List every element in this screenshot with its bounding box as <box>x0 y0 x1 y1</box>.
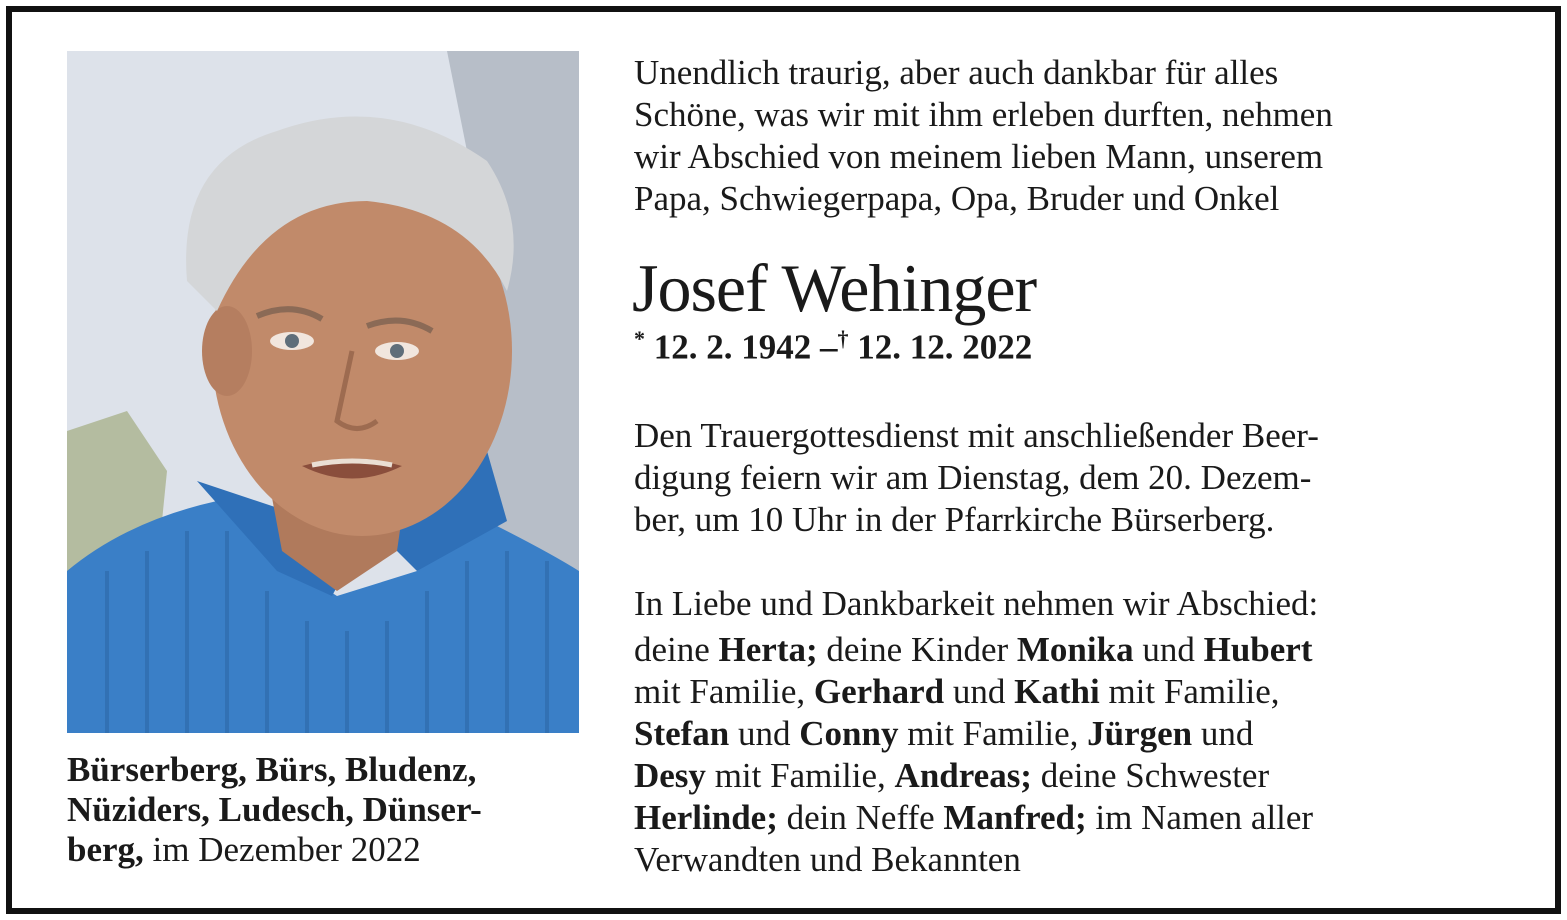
mourner-text: dein Neffe <box>777 798 944 837</box>
mourner-name: Kathi <box>1014 672 1100 711</box>
mourner-name: Manfred; <box>943 798 1087 837</box>
place-line-1: Bürserberg, Bürs, Bludenz, <box>67 750 477 789</box>
death-date: 12. 12. 2022 <box>857 327 1033 367</box>
mourner-text: und <box>1133 630 1204 669</box>
mourner-text: deine <box>634 630 719 669</box>
service-paragraph <box>634 415 1504 541</box>
mourners-line <box>634 755 1504 797</box>
service-line: digung feiern wir am Dienstag, dem 20. Dezem- <box>634 458 1312 497</box>
mourner-text: im Namen aller <box>1086 798 1314 837</box>
date-separator: – <box>820 327 838 367</box>
intro-line: Schöne, was wir mit ihm erleben durften, nehmen <box>634 95 1333 134</box>
intro-line: wir Abschied von meinem lieben Mann, unserem <box>634 137 1324 176</box>
mourners-line <box>634 839 1504 881</box>
mourner-name: Herlinde; <box>634 798 778 837</box>
mourner-name: Conny <box>799 714 899 753</box>
mourner-name: Desy <box>634 756 706 795</box>
place-line-2: Nüziders, Ludesch, Dünser- <box>67 790 482 829</box>
intro-line: Papa, Schwiegerpapa, Opa, Bruder und Onkel <box>634 179 1280 218</box>
birth-date: 12. 2. 1942 <box>653 327 812 367</box>
mourners-line <box>634 713 1504 755</box>
mourner-text: und <box>1192 714 1254 753</box>
place-line-3-bold: berg, <box>67 830 144 869</box>
place-line <box>67 750 587 870</box>
mourner-name: Monika <box>1016 630 1134 669</box>
mourners-line <box>634 797 1504 839</box>
mourner-text: und <box>944 672 1015 711</box>
mourner-name: Herta; <box>718 630 818 669</box>
mourner-text: mit Familie, <box>1099 672 1280 711</box>
mourner-text: Verwandten und Bekannten <box>634 840 1021 879</box>
portrait-photo <box>67 51 579 733</box>
intro-line: Unendlich traurig, aber auch dankbar für alles <box>634 53 1279 92</box>
mourner-text: mit Familie, <box>898 714 1088 753</box>
service-line: ber, um 10 Uhr in der Pfarrkirche Bürserberg. <box>634 500 1275 539</box>
mourner-name: Jürgen <box>1087 714 1193 753</box>
birth-symbol: * <box>634 326 645 351</box>
mourners-heading: In Liebe und Dankbarkeit nehmen wir Abschied: <box>634 584 1319 623</box>
mourners-line <box>634 629 1504 671</box>
mourner-text: mit Familie, <box>634 672 814 711</box>
mourner-text: deine Schwester <box>1031 756 1270 795</box>
mourner-name: Hubert <box>1203 630 1313 669</box>
intro-paragraph <box>634 52 1504 220</box>
mourners-line <box>634 671 1504 713</box>
mourner-name: Stefan <box>634 714 730 753</box>
mourner-text: mit Familie, <box>705 756 895 795</box>
service-line: Den Trauergottesdienst mit anschließender Beer- <box>634 416 1319 455</box>
place-line-3-date: im Dezember 2022 <box>143 830 421 869</box>
mourner-text: deine Kinder <box>817 630 1017 669</box>
life-dates <box>634 326 1032 368</box>
mourner-text: und <box>729 714 800 753</box>
death-symbol: † <box>837 326 849 351</box>
mourners-list <box>634 629 1504 881</box>
mourner-name: Gerhard <box>813 672 945 711</box>
place-line-3 <box>67 830 587 870</box>
mourners-block <box>634 583 1504 881</box>
deceased-name: Josef Wehinger <box>632 250 1037 326</box>
mourner-name: Andreas; <box>894 756 1032 795</box>
